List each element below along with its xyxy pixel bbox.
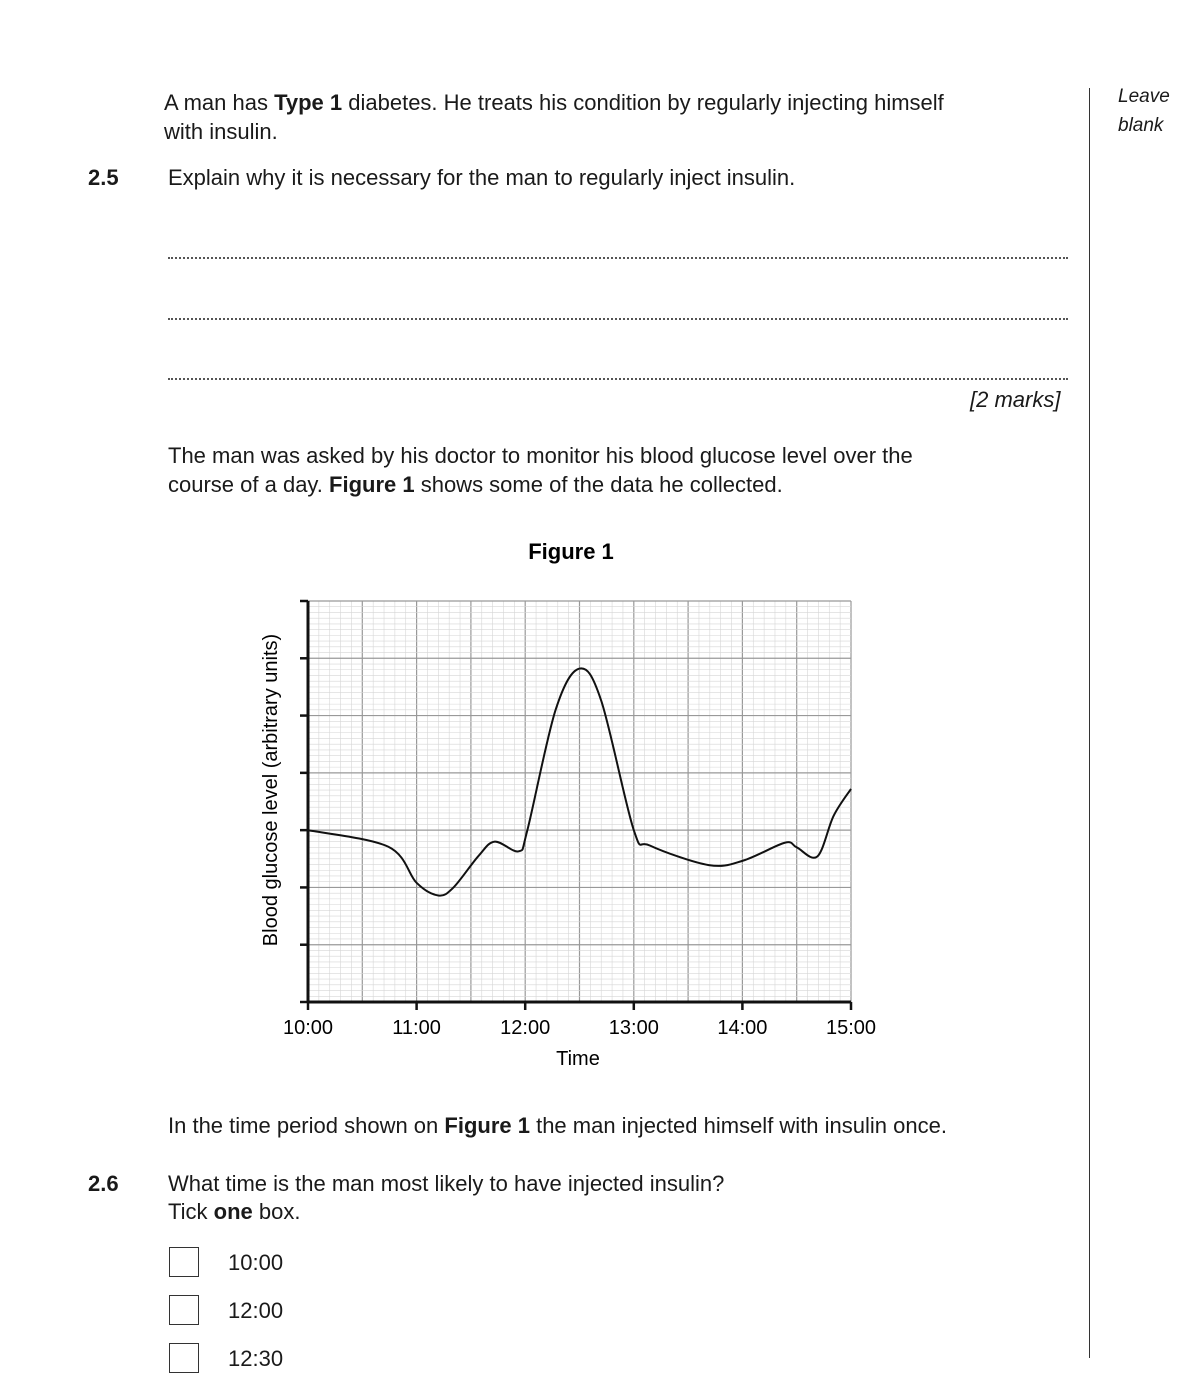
- text: Tick: [168, 1199, 214, 1224]
- text: box.: [253, 1199, 301, 1224]
- tick-instruction: [168, 1197, 300, 1226]
- text: shows some of the data he collected.: [415, 472, 783, 497]
- x-tick-label: 11:00: [392, 1017, 441, 1039]
- margin-label-blank: blank: [1118, 111, 1163, 140]
- text: course of a day.: [168, 472, 329, 497]
- text: A man has: [164, 90, 274, 115]
- question-2-6-text: What time is the man most likely to have injected insulin?: [168, 1169, 724, 1198]
- bold-text: Figure 1: [329, 472, 415, 497]
- y-axis-label: Blood glucose level (arbitrary units): [260, 634, 282, 946]
- text: the man injected himself with insulin once.: [530, 1113, 947, 1138]
- x-tick-label: 10:00: [283, 1017, 333, 1039]
- chart-title: Figure 1: [528, 539, 614, 564]
- checkbox-10-00[interactable]: [169, 1247, 199, 1277]
- question-number-2-5: 2.5: [88, 163, 119, 192]
- x-tick-labels: [283, 1017, 876, 1039]
- bold-text: Figure 1: [444, 1113, 530, 1138]
- checkbox-12-30[interactable]: [169, 1343, 199, 1373]
- intro-line-2: with insulin.: [164, 117, 278, 146]
- margin-label-leave: Leave: [1118, 82, 1170, 111]
- option-label-10-00: 10:00: [228, 1248, 283, 1277]
- x-tick-label: 15:00: [826, 1017, 876, 1039]
- bold-text: one: [214, 1199, 253, 1224]
- x-tick-label: 12:00: [500, 1017, 550, 1039]
- option-label-12-00: 12:00: [228, 1296, 283, 1325]
- question-2-5-text: Explain why it is necessary for the man to regularly inject insulin.: [168, 163, 795, 192]
- statement-text: [168, 1111, 947, 1140]
- question-number-2-6: 2.6: [88, 1169, 119, 1198]
- marks-label: [2 marks]: [970, 385, 1060, 414]
- chart-grid: [308, 601, 851, 1002]
- option-label-12-30: 12:30: [228, 1344, 283, 1373]
- x-tick-label: 13:00: [609, 1017, 659, 1039]
- bold-text: Type 1: [274, 90, 342, 115]
- x-tick-label: 14:00: [717, 1017, 767, 1039]
- text: diabetes. He treats his condition by regularly injecting himself: [342, 90, 944, 115]
- context-line-1: The man was asked by his doctor to monitor his blood glucose level over the: [168, 441, 913, 470]
- x-axis-label: Time: [556, 1048, 600, 1070]
- text: In the time period shown on: [168, 1113, 444, 1138]
- checkbox-12-00[interactable]: [169, 1295, 199, 1325]
